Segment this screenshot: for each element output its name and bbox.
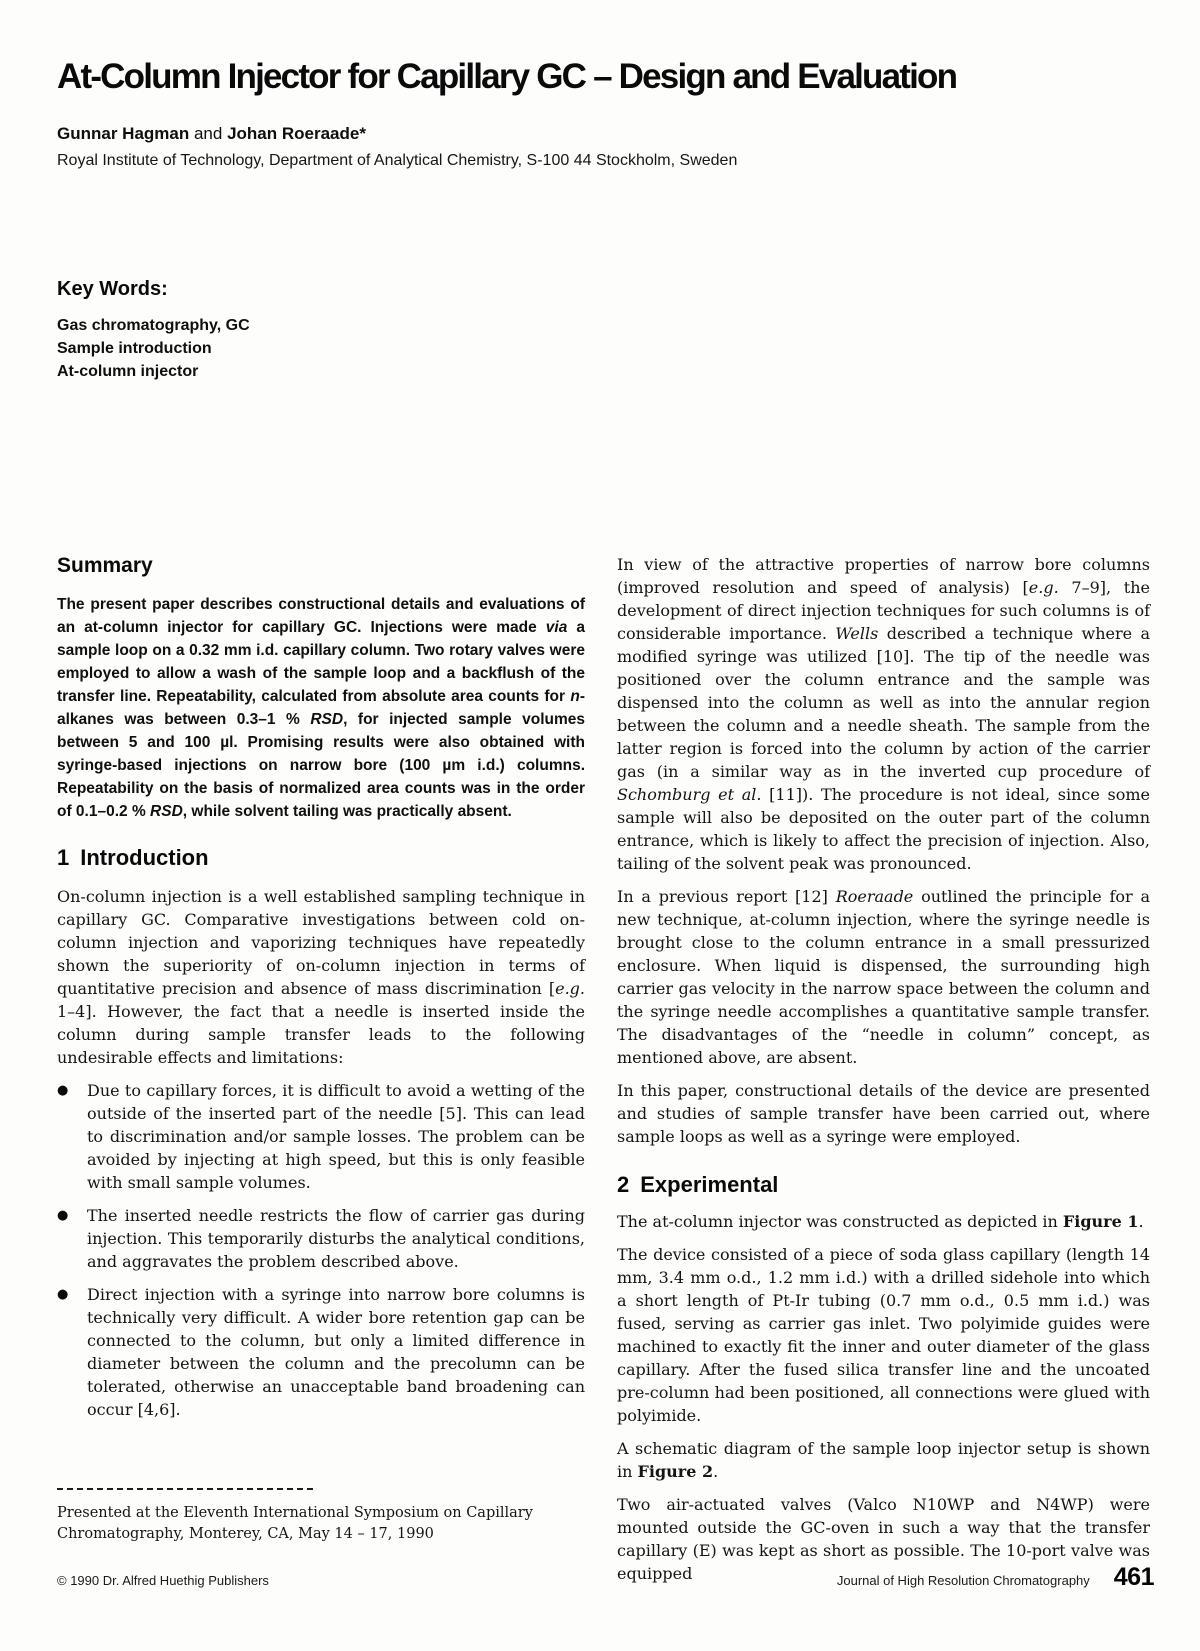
affiliation: Royal Institute of Technology, Department of Analytical Chemistry, S-100 44 Stockholm, Sweden (57, 152, 738, 169)
keyword-item: At-column injector (57, 363, 199, 380)
bullet-icon: ● (57, 1208, 69, 1223)
bullet-text: The inserted needle restricts the flow of carrier gas during injection. This temporarily disturbs the analytical conditions, and aggravates the problem described above. (87, 1206, 585, 1271)
bullet-item (57, 1204, 585, 1273)
left-column (57, 553, 585, 1545)
body-paragraph: Two air-actuated valves (Valco N10WP and N4WP) were mounted outside the GC-oven in such a way that the transfer capillary (E) was kept as short as possible. The 10-port valve was equipped (617, 1495, 1150, 1583)
keywords-heading: Key Words: (57, 278, 168, 300)
intro-paragraph: On-column injection is a well established sampling technique in capillary GC. Comparative investigations between cold on-column injection and vaporizing techniques have repeatedly shown the superiority of on-column injection in terms of quantitative precision and absence of mass discrimination [e.g. 1–4]. However, the fact that a needle is inserted inside the column during sample transfer leads to the following undesirable effects and limitations: (57, 887, 585, 1067)
body-paragraph: In a previous report [12] Roeraade outlined the principle for a new technique, at-column injection, where the syringe needle is brought close to the column entrance in a small pressurized enclosure. When liquid is dispensed, the surrounding high carrier gas velocity in the narrow space between the column and the syringe needle accomplishes a quantitative sample transfer. The disadvantages of the “needle in column” concept, as mentioned above, are absent. (617, 887, 1151, 1067)
copyright-text: © 1990 Dr. Alfred Huethig Publishers (57, 1573, 269, 1588)
authors-line: Gunnar Hagman and Johan Roeraade* (57, 124, 366, 143)
footnote-text: Presented at the Eleventh International Symposium on Capillary Chromatography, Monterey, CA, May 14 – 17, 1990 (57, 1505, 533, 1542)
keyword-item: Gas chromatography, GC (57, 317, 250, 334)
summary-heading: Summary (57, 554, 153, 577)
body-paragraph: In view of the attractive properties of narrow bore columns (improved resolution and speed of analysis) [e.g. 7–9], the development of direct injection techniques for such columns is of considerable importance. Wells described a technique where a modified syringe was utilized [10]. The tip of the needle was positioned over the column entrance and the sample was dispensed into the column as well as into the annular region between the column and a needle sheath. The sample from the latter region is forced into the column by action of the carrier gas (in a similar way as in the inverted cup procedure of Schomburg et al. [11]). The procedure is not ideal, since some sample will also be deposited on the outer part of the column entrance, which is likely to affect the precision of injection. Also, tailing of the solvent peak was pronounced. (617, 555, 1151, 873)
bullet-icon: ● (57, 1287, 69, 1302)
body-paragraph: A schematic diagram of the sample loop injector setup is shown in Figure 2. (617, 1439, 1150, 1481)
bullet-text: Due to capillary forces, it is difficult to avoid a wetting of the outside of the inserted part of the needle [5]. This can lead to discrimination and/or sample losses. The problem can be avoided by injecting at high speed, but this is only feasible with small sample volumes. (87, 1081, 585, 1192)
section-title: Introduction (80, 845, 209, 870)
keyword-item: Sample introduction (57, 340, 212, 357)
section-title: Experimental (640, 1172, 779, 1197)
introduction-heading (57, 845, 585, 870)
bullet-icon: ● (57, 1083, 69, 1098)
article-header (57, 0, 1150, 171)
section-number: 1 (57, 845, 70, 870)
footer-right-group (837, 1563, 1154, 1592)
bullet-item (57, 1079, 585, 1194)
keywords-section (57, 277, 1150, 383)
page-number: 461 (1113, 1563, 1154, 1591)
page-title: At-Column Injector for Capillary GC – Design and Evaluation (57, 57, 957, 96)
body-paragraph: The device consisted of a piece of soda glass capillary (length 14 mm, 3.4 mm o.d., 1.2 mm i.d.) with a drilled sidehole into which a short length of Pt-Ir tubing (0.7 mm o.d., 0.5 mm i.d.) was fused, serving as carrier gas inlet. Two polyimide guides were machined to exactly fit the inner and outer diameter of the glass capillary. After the fused silica transfer line and the uncoated pre-column had been positioned, all connections were glued with polyimide. (617, 1245, 1150, 1425)
body-paragraph: In this paper, constructional details of the device are presented and studies of sample transfer have been carried out, where sample loops as well as a syringe were employed. (617, 1081, 1150, 1146)
footnote-rule (57, 1488, 313, 1490)
bullet-item (57, 1283, 585, 1421)
body-paragraph: The at-column injector was constructed as depicted in Figure 1. (617, 1212, 1144, 1231)
journal-name: Journal of High Resolution Chromatography (836, 1573, 1090, 1588)
bullet-text: Direct injection with a syringe into narrow bore columns is technically very difficult. A wider bore retention gap can be connected to the column, but only a limited difference in diameter between the column and the precolumn can be tolerated, otherwise an unacceptable band broadening can occur [4,6]. (87, 1285, 585, 1419)
footnote-block (57, 1488, 585, 1545)
experimental-heading (617, 1172, 1150, 1197)
summary-body: The present paper describes constructional details and evaluations of an at-column injector for capillary GC. Injections were made via a sample loop on a 0.32 mm i.d. capillary column. Two rotary valves were employed to allow a wash of the sample loop and a backflush of the transfer line. Repeatability, calculated from absolute area counts for n-alkanes was between 0.3–1 % RSD, for injected sample volumes between 5 and 100 µl. Promising results were also obtained with syringe-based injections on narrow bore (100 µm i.d.) columns. Repeatability on the basis of normalized area counts was in the order of 0.1–0.2 % RSD, while solvent tailing was practically absent. (57, 596, 585, 820)
page-footer (57, 1563, 1154, 1592)
section-number: 2 (617, 1172, 630, 1197)
